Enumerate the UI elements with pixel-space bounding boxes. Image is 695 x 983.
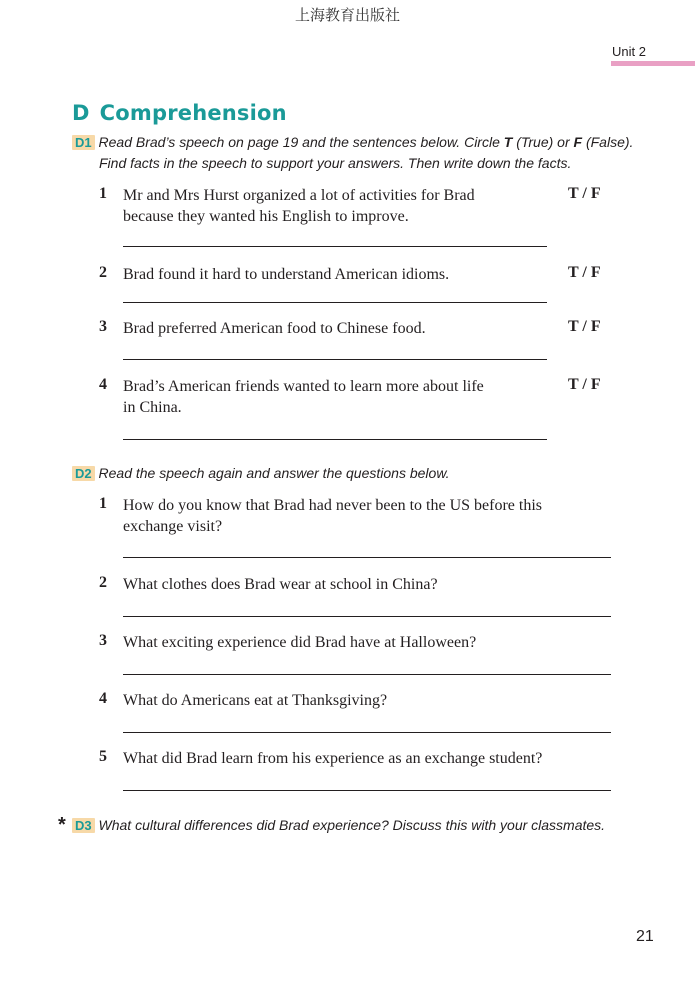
d1-item-statement: Brad preferred American food to Chinese food. bbox=[123, 320, 426, 337]
d2-instruction bbox=[72, 463, 450, 484]
answer-line[interactable] bbox=[123, 674, 611, 675]
d1-false-word: (False). bbox=[582, 134, 634, 150]
d2-question-number: 4 bbox=[99, 690, 107, 707]
answer-line[interactable] bbox=[123, 557, 611, 558]
d1-instruction bbox=[72, 132, 672, 153]
section-title-text: Comprehension bbox=[99, 101, 287, 125]
d2-question: How do you know that Brad had never been to the US before this bbox=[123, 497, 543, 514]
d2-question: What did Brad learn from his experience as an exchange student? bbox=[123, 750, 543, 767]
d2-instruction-text: Read the speech again and answer the questions below. bbox=[98, 465, 450, 481]
d2-question-number: 2 bbox=[99, 574, 107, 591]
d1-instruction-line2: Find facts in the speech to support your answers. Then write down the facts. bbox=[99, 155, 572, 171]
true-false-choice[interactable]: T / F bbox=[568, 376, 601, 393]
answer-line[interactable] bbox=[123, 439, 547, 440]
d1-item-number: 4 bbox=[99, 376, 107, 393]
true-false-choice[interactable]: T / F bbox=[568, 185, 601, 202]
section-title bbox=[72, 101, 287, 125]
d2-question-cont: exchange visit? bbox=[123, 518, 223, 535]
d1-item-number: 1 bbox=[99, 185, 107, 202]
page-number: 21 bbox=[636, 928, 654, 945]
d1-instruction-text-a: Read Brad’s speech on page 19 and the sentences below. Circle bbox=[98, 134, 504, 150]
answer-line[interactable] bbox=[123, 359, 547, 360]
d1-item-statement: Brad’s American friends wanted to learn more about life bbox=[123, 378, 484, 395]
d2-question-number: 1 bbox=[99, 495, 107, 512]
d3-instruction bbox=[72, 815, 605, 836]
d2-question: What do Americans eat at Thanksgiving? bbox=[123, 692, 388, 709]
d1-item-number: 2 bbox=[99, 264, 107, 281]
d2-question: What exciting experience did Brad have at Halloween? bbox=[123, 634, 477, 651]
true-false-choice[interactable]: T / F bbox=[568, 318, 601, 335]
d1-item-number: 3 bbox=[99, 318, 107, 335]
d1-true-word: (True) or bbox=[512, 134, 574, 150]
d1-item-statement: Brad found it hard to understand American idioms. bbox=[123, 266, 450, 283]
d2-badge: D2 bbox=[72, 466, 95, 481]
d1-badge: D1 bbox=[72, 135, 95, 150]
true-false-choice[interactable]: T / F bbox=[568, 264, 601, 281]
d2-question: What clothes does Brad wear at school in China? bbox=[123, 576, 438, 593]
d1-item-statement-cont: because they wanted his English to improve. bbox=[123, 208, 409, 225]
d3-instruction-text: What cultural differences did Brad experience? Discuss this with your classmates. bbox=[98, 817, 606, 833]
star-marker: * bbox=[58, 814, 66, 836]
d1-true-letter: T bbox=[503, 134, 513, 150]
d1-item-statement: Mr and Mrs Hurst organized a lot of activities for Brad bbox=[123, 187, 475, 204]
answer-line[interactable] bbox=[123, 790, 611, 791]
d2-question-number: 5 bbox=[99, 748, 107, 765]
publisher-header: 上海教育出版社 bbox=[294, 6, 400, 24]
answer-line[interactable] bbox=[123, 302, 547, 303]
answer-line[interactable] bbox=[123, 616, 611, 617]
d1-false-letter: F bbox=[573, 134, 583, 150]
unit-label: Unit 2 bbox=[612, 44, 646, 59]
answer-line[interactable] bbox=[123, 732, 611, 733]
d1-item-statement-cont: in China. bbox=[123, 399, 182, 416]
d2-question-number: 3 bbox=[99, 632, 107, 649]
d3-badge: D3 bbox=[72, 818, 95, 833]
unit-color-bar bbox=[611, 61, 695, 66]
answer-line[interactable] bbox=[123, 246, 547, 247]
section-letter: D bbox=[72, 101, 90, 125]
